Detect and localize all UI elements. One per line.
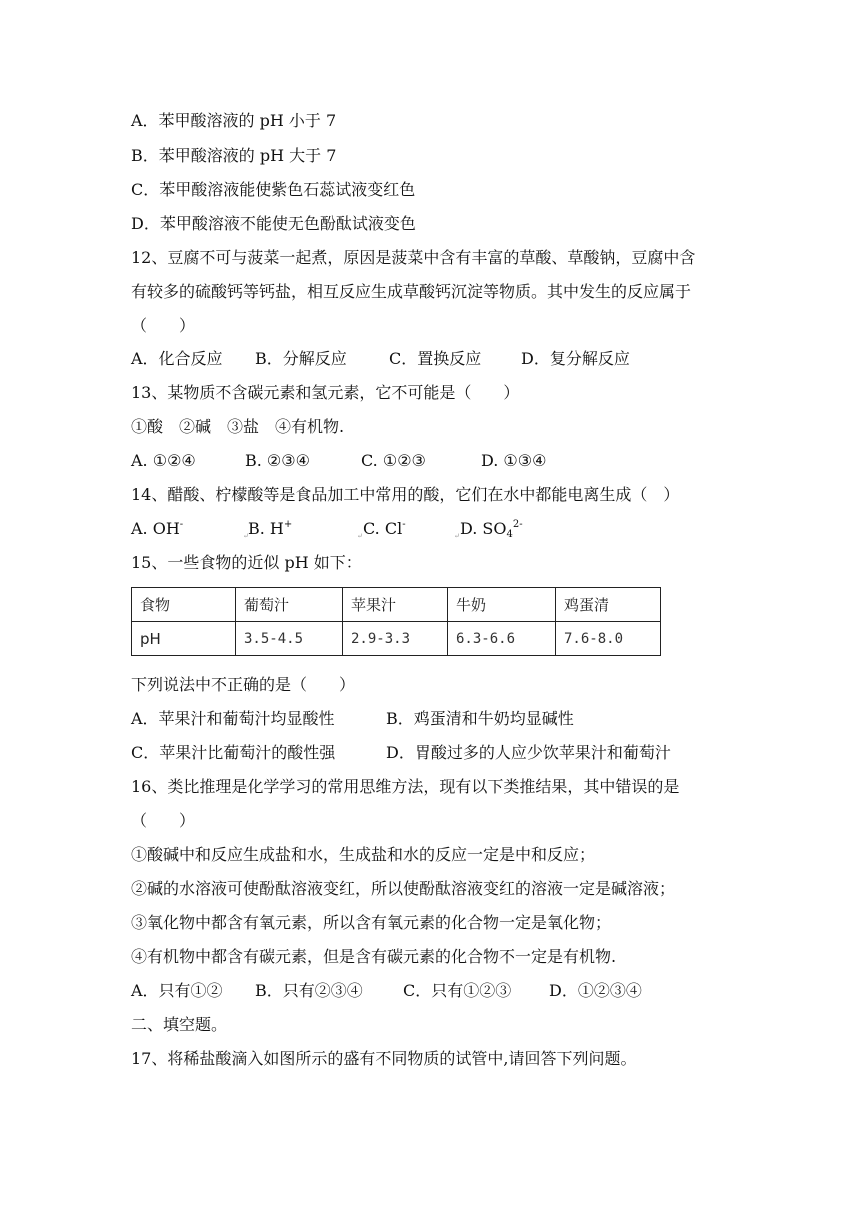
- q15-option-b: B．鸡蛋清和牛奶均显碱性: [386, 709, 574, 728]
- q16-option-d: D．①②③④: [549, 981, 642, 1000]
- q15-options-row2: [131, 743, 731, 763]
- q16-statement-2: ②碱的水溶液可使酚酞溶液变红，所以使酚酞溶液变红的溶液一定是碱溶液；: [131, 879, 676, 898]
- q12-stem-line1: 12、豆腐不可与菠菜一起煮，原因是菠菜中含有丰富的草酸、草酸钠，豆腐中含: [131, 248, 696, 267]
- q15-stem: 15、一些食物的近似 pH 如下：: [131, 553, 362, 572]
- q12-stem-line2: 有较多的硫酸钙等钙盐，相互反应生成草酸钙沉淀等物质。其中发生的反应属于: [131, 282, 692, 301]
- q11-option-d: D．苯甲酸溶液不能使无色酚酞试液变色: [131, 214, 416, 233]
- q14-option-a: A. OH-: [131, 519, 184, 538]
- q14-option-c: C. Cl-: [363, 519, 406, 538]
- q16-stem-line1: 16、类比推理是化学学习的常用思维方法，现有以下类推结果，其中错误的是: [131, 777, 680, 796]
- return-mark-icon: ↵: [357, 532, 363, 540]
- q15-options-row1: [131, 709, 691, 729]
- q13-option-c: C. ①②③: [361, 451, 426, 470]
- table-header-cell: 食物: [132, 588, 236, 622]
- q14-option-b: B. H+: [248, 519, 293, 538]
- q14-options: [131, 519, 551, 539]
- table-cell: pH: [132, 622, 236, 656]
- q12-option-b: B．分解反应: [255, 349, 347, 368]
- q11-option-a: A．苯甲酸溶液的 pH 小于 7: [131, 111, 337, 130]
- q16-statement-1: ①酸碱中和反应生成盐和水，生成盐和水的反应一定是中和反应；: [131, 845, 596, 864]
- q17-stem: 17、将稀盐酸滴入如图所示的盛有不同物质的试管中,请回答下列问题。: [131, 1049, 637, 1068]
- table-cell: 3.5-4.5: [236, 622, 343, 656]
- q12-option-d: D．复分解反应: [521, 349, 630, 368]
- q16-option-a: A．只有①②: [131, 981, 223, 1000]
- ph-table: [131, 587, 661, 656]
- q16-statement-4: ④有机物中都含有碳元素，但是含有碳元素的化合物不一定是有机物.: [131, 947, 617, 966]
- q16-answer-bracket: （ ）: [131, 811, 196, 830]
- table-header-cell: 鸡蛋清: [556, 588, 661, 622]
- q12-option-a: A．化合反应: [131, 349, 223, 368]
- q16-option-b: B．只有②③④: [255, 981, 363, 1000]
- table-header-cell: 牛奶: [448, 588, 556, 622]
- return-mark-icon: ↵: [454, 532, 460, 540]
- section-heading-fill-in: 二、填空题。: [131, 1015, 228, 1034]
- q13-option-a: A. ①②④: [131, 451, 196, 470]
- table-cell: 6.3-6.6: [448, 622, 556, 656]
- q16-statement-3: ③氧化物中都含有氧元素，所以含有氧元素的化合物一定是氧化物；: [131, 913, 612, 932]
- table-cell: 7.6-8.0: [556, 622, 661, 656]
- q11-option-c: C．苯甲酸溶液能使紫色石蕊试液变红色: [131, 180, 416, 199]
- table-row: [132, 622, 661, 656]
- table-cell: 2.9-3.3: [343, 622, 448, 656]
- q14-option-d: D. $SO_4^{2-}$: [460, 519, 523, 540]
- table-header-cell: 葡萄汁: [236, 588, 343, 622]
- q12-option-c: C．置换反应: [389, 349, 482, 368]
- table-header-cell: 苹果汁: [343, 588, 448, 622]
- table-row: [132, 588, 661, 622]
- q15-question: 下列说法中不正确的是（ ）: [131, 675, 356, 694]
- q13-option-b: B. ②③④: [245, 451, 310, 470]
- q16-option-c: C．只有①②③: [403, 981, 512, 1000]
- q13-stem: 13、某物质不含碳元素和氢元素，它不可能是（ ）: [131, 383, 520, 402]
- q13-option-d: D. ①③④: [481, 451, 547, 470]
- q13-items: ①酸 ②碱 ③盐 ④有机物.: [131, 417, 345, 436]
- q13-options: [131, 451, 631, 471]
- q11-option-b: B．苯甲酸溶液的 pH 大于 7: [131, 146, 337, 165]
- q15-option-a: A．苹果汁和葡萄汁均显酸性: [131, 709, 335, 728]
- q12-options: [131, 349, 691, 369]
- q15-option-d: D．胃酸过多的人应少饮苹果汁和葡萄汁: [386, 743, 671, 762]
- q16-options: [131, 981, 691, 1001]
- q15-option-c: C．苹果汁比葡萄汁的酸性强: [131, 743, 336, 762]
- q12-answer-bracket: （ ）: [131, 316, 196, 335]
- q14-stem: 14、醋酸、柠檬酸等是食品加工中常用的酸，它们在水中都能电离生成（ ）: [131, 485, 680, 504]
- return-mark-icon: ↵: [243, 532, 249, 540]
